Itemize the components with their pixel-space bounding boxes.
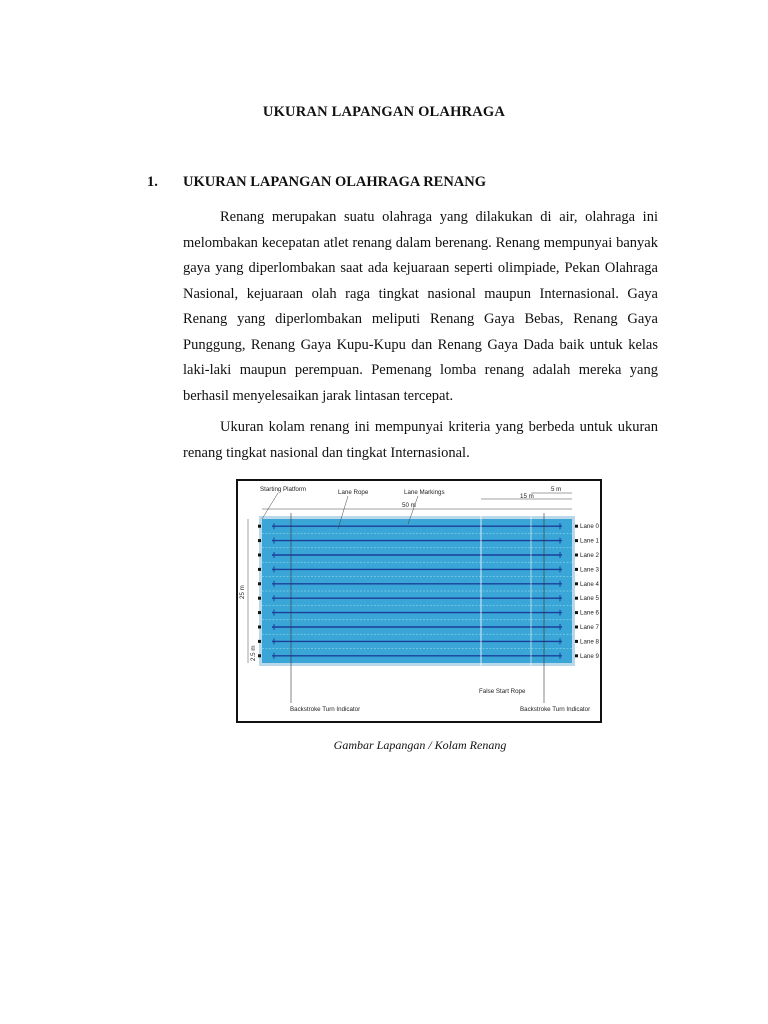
- lane-marker: [575, 539, 578, 542]
- starting-block: [258, 568, 261, 571]
- lane-label: Lane 5: [580, 595, 599, 603]
- platform-callout: [262, 493, 278, 519]
- page-title: UKURAN LAPANGAN OLAHRAGA: [262, 104, 506, 120]
- starting-block: [258, 626, 261, 629]
- lane-marker: [575, 568, 578, 571]
- label-false-start: False Start Rope: [479, 688, 526, 695]
- label-length: 50 m: [402, 502, 416, 509]
- lane-marker: [575, 640, 578, 643]
- starting-block: [258, 539, 261, 542]
- figure-caption: Gambar Lapangan / Kolam Renang: [333, 738, 507, 752]
- label-edge: 2.5 m: [250, 645, 257, 661]
- lane-marker: [575, 554, 578, 557]
- label-width: 25 m: [239, 585, 246, 599]
- lane-marker: [575, 654, 578, 657]
- lane-label: Lane 3: [580, 566, 599, 574]
- section-title: UKURAN LAPANGAN OLAHRAGA RENANG: [183, 174, 487, 190]
- pool-diagram: [236, 479, 602, 723]
- lane-label: Lane 6: [580, 609, 599, 617]
- starting-block: [258, 554, 261, 557]
- section-number: 1.: [147, 174, 158, 190]
- starting-block: [258, 582, 261, 585]
- lane-label: Lane 7: [580, 624, 599, 631]
- label-5m: 5 m: [551, 486, 562, 493]
- starting-block: [258, 525, 261, 528]
- lane-label: Lane 2: [580, 552, 599, 559]
- lane-marker: [575, 525, 578, 528]
- label-starting-platform: Starting Platform: [260, 486, 307, 493]
- lane-marker: [575, 626, 578, 629]
- lane-label: Lane 1: [580, 537, 599, 545]
- paragraph-size: Ukuran kolam renang ini mempunyai kriteria yang berbeda untuk ukuran renang tingkat nasional dan tingkat Internasional.: [183, 419, 658, 461]
- lane-labels: [575, 523, 599, 660]
- lane-marker: [575, 597, 578, 600]
- lane-label: Lane 9: [580, 652, 599, 660]
- label-lane-rope: Lane Rope: [338, 489, 369, 496]
- starting-block: [258, 640, 261, 643]
- lane-label: Lane 4: [580, 580, 599, 588]
- label-backstroke-left: Backstroke Turn Indicator: [290, 706, 361, 713]
- lane-marker: [575, 611, 578, 614]
- paragraph-intro: Renang merupakan suatu olahraga yang dilakukan di air, olahraga ini melombakan kecepatan atlet renang dalam berenang. Renang mempunyai banyak gaya yang diperlombakan saat ada kejuaraan seperti olimpiade, Pekan Olahraga Nasional, kejuaraan olah raga tingkat nasional maupun Internasional. Gaya Renang yang diperlombakan meliputi Renang Gaya Bebas, Renang Gaya Punggung, Renang Gaya Kupu-Kupu dan Renang Gaya Dada baik untuk kelas laki-laki maupun perempuan. Pemenang lomba renang adalah mereka yang berhasil menyelesaikan jarak lintasan tercepat.: [183, 209, 658, 404]
- starting-block: [258, 654, 261, 657]
- label-15m: 15 m: [520, 493, 534, 500]
- starting-block: [258, 597, 261, 600]
- lane-marker: [575, 582, 578, 585]
- starting-block: [258, 611, 261, 614]
- lane-label: Lane 8: [580, 638, 599, 646]
- label-lane-markings: Lane Markings: [404, 489, 445, 496]
- pool-svg: [238, 481, 600, 721]
- label-backstroke-right: Backstroke Turn Indicator: [520, 706, 591, 713]
- lane-label: Lane 0: [580, 523, 599, 531]
